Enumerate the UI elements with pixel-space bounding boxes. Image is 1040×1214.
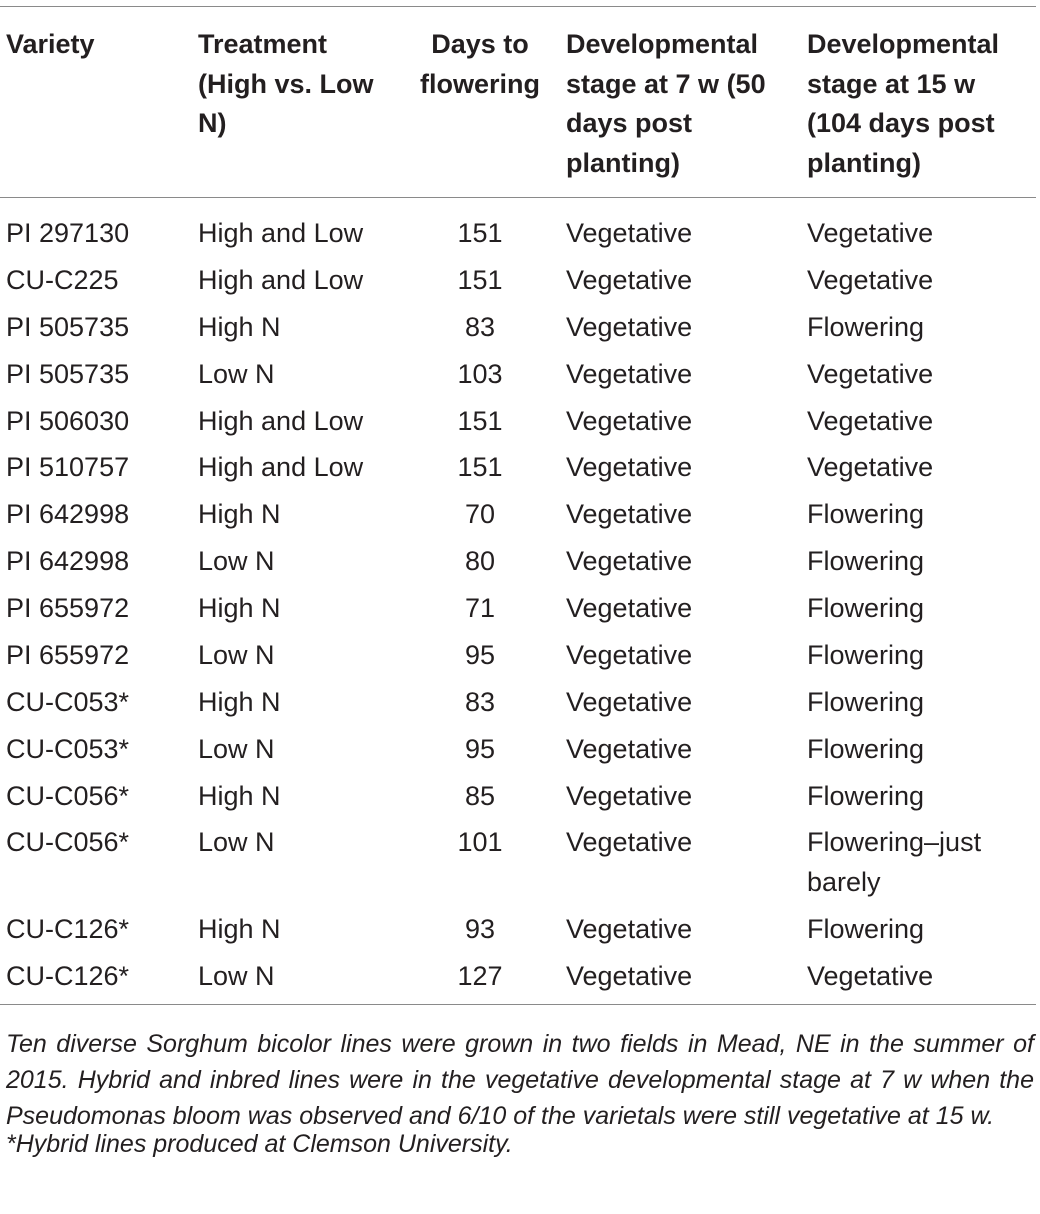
cell-stage-15w: Flowering bbox=[807, 733, 925, 764]
cell-stage-7w: Vegetative bbox=[566, 311, 693, 342]
cell-variety: PI 505735 bbox=[6, 358, 130, 389]
cell-treatment: High and Low bbox=[198, 452, 364, 483]
cell-stage-15w: Vegetative bbox=[807, 452, 934, 483]
cell-days-to-flowering: 80 bbox=[464, 546, 496, 577]
cell-stage-15w: Flowering bbox=[807, 546, 925, 577]
table-row bbox=[0, 304, 1036, 351]
cell-stage-15w: Flowering bbox=[807, 639, 925, 670]
header-row bbox=[0, 7, 1036, 198]
cell-stage-7w: Vegetative bbox=[566, 593, 693, 623]
header-variety: Variety bbox=[6, 29, 95, 59]
cell-stage-15w: Vegetative bbox=[807, 358, 934, 389]
cell-stage-15w: Flowering bbox=[807, 780, 925, 811]
cell-days-to-flowering: 83 bbox=[464, 311, 496, 342]
cell-stage-7w: Vegetative bbox=[566, 686, 693, 717]
cell-variety: PI 655972 bbox=[6, 593, 130, 623]
cell-stage-7w: Vegetative bbox=[566, 405, 693, 436]
table-row bbox=[0, 679, 1036, 726]
cell-stage-7w: Vegetative bbox=[566, 733, 693, 764]
cell-variety: PI 510757 bbox=[6, 452, 130, 483]
cell-days-to-flowering: 95 bbox=[464, 733, 496, 764]
cell-treatment: High N bbox=[198, 593, 281, 623]
cell-days-to-flowering: 151 bbox=[457, 218, 503, 248]
cell-treatment: High N bbox=[198, 686, 281, 717]
cell-stage-15w: Flowering bbox=[807, 686, 925, 717]
cell-stage-7w: Vegetative bbox=[566, 913, 693, 944]
cell-stage-7w: Vegetative bbox=[566, 639, 693, 670]
cell-treatment: High N bbox=[198, 913, 281, 944]
cell-variety: CU-C053* bbox=[6, 733, 130, 764]
cell-stage-15w: Flowering bbox=[807, 913, 925, 944]
table-row bbox=[0, 906, 1036, 953]
table-footnote: Ten diverse Sorghum bicolor lines were grown in two fields in Mead, NE in the summer of 2015. Hybrid and inbred lines were in the vegetative developmental stage at 7 w when the Pseudomonas bloom was observed and 6/10 of the varietals were still vegetative at 15 w. bbox=[6, 1030, 1034, 1130]
cell-treatment: High and Low bbox=[198, 405, 364, 436]
cell-days-to-flowering: 101 bbox=[457, 827, 503, 858]
table-row bbox=[0, 585, 1036, 632]
table-row bbox=[0, 538, 1036, 585]
cell-days-to-flowering: 85 bbox=[464, 780, 496, 811]
cell-stage-15w: Flowering bbox=[807, 593, 925, 623]
cell-stage-15w: Vegetative bbox=[807, 264, 934, 295]
table-row bbox=[0, 773, 1036, 820]
cell-variety: PI 506030 bbox=[6, 405, 130, 436]
flowering-table bbox=[0, 6, 1036, 1005]
cell-treatment: Low N bbox=[198, 639, 275, 670]
cell-stage-15w: Vegetative bbox=[807, 218, 934, 248]
cell-treatment: Low N bbox=[198, 960, 275, 991]
cell-stage-7w: Vegetative bbox=[566, 827, 693, 858]
header-stage-7w: Developmental stage at 7 w (50 days post planting) bbox=[566, 29, 766, 178]
cell-treatment: Low N bbox=[198, 358, 275, 389]
cell-variety: CU-C053* bbox=[6, 686, 130, 717]
cell-variety: CU-C056* bbox=[6, 827, 130, 858]
cell-days-to-flowering: 151 bbox=[457, 452, 503, 483]
header-treatment: Treatment (High vs. Low N) bbox=[198, 29, 374, 138]
cell-treatment: High N bbox=[198, 311, 281, 342]
cell-variety: CU-C126* bbox=[6, 913, 130, 944]
cell-variety: CU-C126* bbox=[6, 960, 130, 991]
cell-treatment: Low N bbox=[198, 827, 275, 858]
cell-variety: PI 642998 bbox=[6, 499, 130, 530]
table-body bbox=[0, 198, 1036, 1005]
cell-treatment: High and Low bbox=[198, 264, 364, 295]
cell-variety: PI 655972 bbox=[6, 639, 130, 670]
header-stage-15w: Developmental stage at 15 w (104 days post planting) bbox=[807, 29, 1000, 178]
table-row bbox=[0, 351, 1036, 398]
cell-stage-7w: Vegetative bbox=[566, 960, 693, 991]
table-row bbox=[0, 398, 1036, 445]
cell-stage-7w: Vegetative bbox=[566, 780, 693, 811]
cell-variety: PI 505735 bbox=[6, 311, 130, 342]
cell-days-to-flowering: 151 bbox=[457, 405, 503, 436]
cell-treatment: High and Low bbox=[198, 218, 364, 248]
cell-stage-15w: Flowering bbox=[807, 311, 925, 342]
table-row bbox=[0, 198, 1036, 258]
table-row bbox=[0, 632, 1036, 679]
cell-stage-7w: Vegetative bbox=[566, 452, 693, 483]
cell-treatment: Low N bbox=[198, 546, 275, 577]
table-row bbox=[0, 726, 1036, 773]
cell-days-to-flowering: 95 bbox=[464, 639, 496, 670]
cell-treatment: Low N bbox=[198, 733, 275, 764]
cell-stage-15w: Flowering–just barely bbox=[807, 827, 982, 897]
cell-stage-7w: Vegetative bbox=[566, 358, 693, 389]
table-row bbox=[0, 820, 1036, 906]
cell-variety: CU-C225 bbox=[6, 264, 119, 295]
cell-days-to-flowering: 71 bbox=[464, 593, 496, 623]
cell-stage-15w: Vegetative bbox=[807, 960, 934, 991]
cell-days-to-flowering: 70 bbox=[464, 499, 496, 530]
cell-days-to-flowering: 151 bbox=[457, 264, 503, 295]
cell-stage-15w: Vegetative bbox=[807, 405, 934, 436]
table-row bbox=[0, 492, 1036, 539]
cell-stage-7w: Vegetative bbox=[566, 499, 693, 530]
table-row bbox=[0, 257, 1036, 304]
cell-treatment: High N bbox=[198, 780, 281, 811]
cell-days-to-flowering: 103 bbox=[457, 358, 503, 389]
cell-stage-7w: Vegetative bbox=[566, 218, 693, 248]
header-days-to-flowering: Days to flowering bbox=[420, 29, 540, 99]
table-header bbox=[0, 7, 1036, 198]
cell-days-to-flowering: 127 bbox=[457, 960, 503, 991]
cell-variety: CU-C056* bbox=[6, 780, 130, 811]
cell-variety: PI 642998 bbox=[6, 546, 130, 577]
table-row bbox=[0, 445, 1036, 492]
hybrid-footnote: *Hybrid lines produced at Clemson University. bbox=[6, 1130, 513, 1158]
cell-treatment: High N bbox=[198, 499, 281, 530]
cell-variety: PI 297130 bbox=[6, 218, 130, 248]
cell-days-to-flowering: 93 bbox=[464, 913, 496, 944]
table-row bbox=[0, 953, 1036, 1005]
cell-stage-7w: Vegetative bbox=[566, 546, 693, 577]
cell-days-to-flowering: 83 bbox=[464, 686, 496, 717]
cell-stage-15w: Flowering bbox=[807, 499, 925, 530]
cell-stage-7w: Vegetative bbox=[566, 264, 693, 295]
